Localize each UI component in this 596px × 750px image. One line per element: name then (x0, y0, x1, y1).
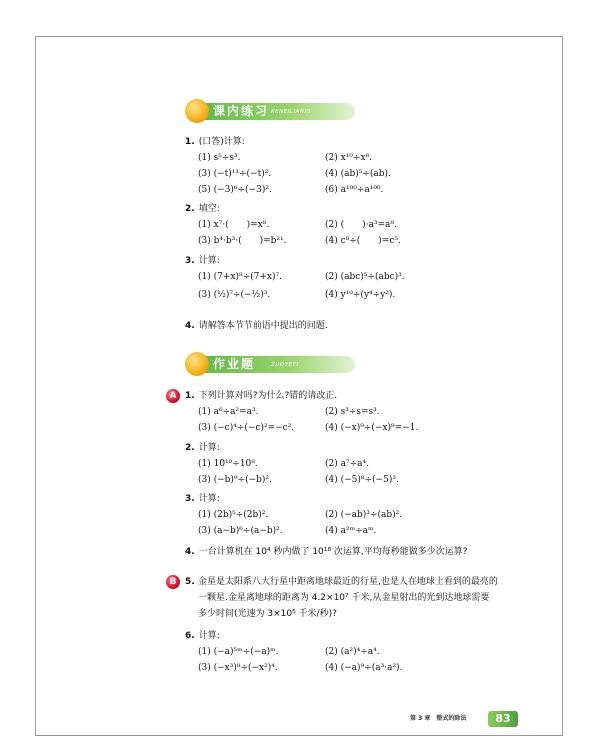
question-number: 2. (185, 443, 195, 453)
exercise-item: (2) ( )·a³=a⁸. (325, 220, 397, 230)
practice-pinyin: KENEILIANXI (271, 109, 311, 115)
practice-question-2 (185, 201, 505, 249)
question-text: 计算: (198, 494, 220, 504)
level-a-badge: A (166, 389, 180, 403)
question-number: 4. (185, 547, 195, 557)
question-text: 金星是太阳系八大行星中距离地球最近的行星,也是人在地球上看到的最亮的一颗星.金星离地球的距离为 4.2×10⁷ 千米,从金星射出的光到达地球需要多少时间(光速为 3×10⁵ 千米/秒)? (198, 577, 498, 619)
exercise-item: (3) (−x³)⁸÷(−x²)⁴. (198, 663, 278, 673)
homework-question-2 (185, 440, 505, 488)
exercise-item: (3) (½)⁷÷(−½)³. (198, 290, 271, 300)
exercise-item: (4) (−a)⁹÷(a³·a²). (325, 663, 403, 673)
exercise-item: (4) a²ᵐ÷aᵐ. (325, 526, 377, 536)
exercise-item: (1) x⁷·( )=x⁸. (198, 220, 270, 230)
exercise-item: (4) (ab)⁵÷(ab). (325, 169, 391, 179)
exercise-item: (3) b⁴·b³·( )=b²¹. (198, 236, 287, 246)
question-number: 4. (185, 321, 195, 331)
exercise-item: (4) c⁸÷( )=c⁵. (325, 236, 401, 246)
practice-question-4 (185, 318, 505, 334)
question-text: 填空: (198, 204, 220, 214)
question-number: 3. (185, 256, 195, 266)
question-text: 计算: (198, 256, 220, 266)
level-b-badge: B (166, 575, 180, 589)
question-text: 计算: (198, 443, 220, 453)
exercise-item: (1) 10¹⁰÷10⁸. (198, 459, 258, 469)
exercise-item: (1) (2b)⁵÷(2b)². (198, 510, 269, 520)
sun-icon (185, 99, 209, 123)
question-number: 5. (185, 577, 195, 587)
question-number: 6. (185, 631, 195, 641)
exercise-item: (2) s³÷s=s³. (325, 407, 380, 417)
exercise-item: (5) (−3)⁶÷(−3)². (198, 185, 272, 195)
question-number: 1. (185, 391, 195, 401)
exercise-item: (3) (−t)¹¹÷(−t)². (198, 169, 272, 179)
homework-question-4 (185, 544, 505, 560)
exercise-item: (4) y¹⁰÷(y⁴÷y²). (325, 290, 396, 300)
practice-question-1 (185, 134, 505, 198)
exercise-item: (2) (abc)⁵÷(abc)³. (325, 272, 405, 282)
homework-question-5 (185, 574, 505, 622)
exercise-item: (1) (7+x)⁸÷(7+x)⁷. (198, 272, 282, 282)
exercise-item: (1) s⁵÷s³. (198, 153, 241, 163)
page-number: 83 (488, 711, 518, 727)
homework-header (185, 353, 355, 375)
practice-header (185, 100, 355, 122)
practice-title: 课内练习 (213, 104, 270, 118)
page-footer (400, 711, 530, 727)
question-text: 一台计算机在 10⁴ 秒内做了 10¹⁸ 次运算,平均每秒能做多少次运算? (198, 547, 468, 557)
practice-question-3 (185, 253, 505, 305)
sun-icon (185, 352, 209, 376)
exercise-item: (3) (−c)⁴÷(−c)²=−c². (198, 423, 295, 433)
homework-pinyin: ZUOYETI (271, 362, 299, 368)
question-text: (口答)计算: (198, 137, 245, 147)
question-number: 3. (185, 494, 195, 504)
homework-question-3 (185, 491, 505, 539)
question-text: 请解答本节节前语中提出的问题. (198, 321, 328, 331)
exercise-item: (2) a⁷÷a⁴. (325, 459, 369, 469)
chapter-title: 第 3 章 整式的除法 (410, 715, 467, 722)
exercise-item: (4) (−5)⁸÷(−5)³. (325, 475, 399, 485)
exercise-item: (2) (a²)⁴÷a⁴. (325, 647, 380, 657)
question-text: 下列计算对吗?为什么?错的请改正. (198, 391, 338, 401)
exercise-item: (2) x¹⁰÷x⁸. (325, 153, 372, 163)
question-number: 1. (185, 137, 195, 147)
exercise-item: (3) (−b)⁹÷(−b)². (198, 475, 272, 485)
exercise-item: (6) a¹⁰⁰÷a¹⁰⁰. (325, 185, 384, 195)
exercise-item: (3) (a−b)⁶÷(a−b)². (198, 526, 283, 536)
question-number: 2. (185, 204, 195, 214)
exercise-item: (4) (−x)⁹÷(−x)⁹=−1. (325, 423, 419, 433)
exercise-item: (2) (−ab)³÷(ab)². (325, 510, 403, 520)
question-text: 计算: (198, 631, 220, 641)
homework-question-6 (185, 628, 505, 676)
homework-question-1 (185, 388, 505, 436)
exercise-item: (1) (−a)⁵ᵐ÷(−a)ᵐ. (198, 647, 279, 657)
homework-title: 作业题 (213, 357, 256, 371)
exercise-item: (1) a⁶÷a²=a³. (198, 407, 259, 417)
